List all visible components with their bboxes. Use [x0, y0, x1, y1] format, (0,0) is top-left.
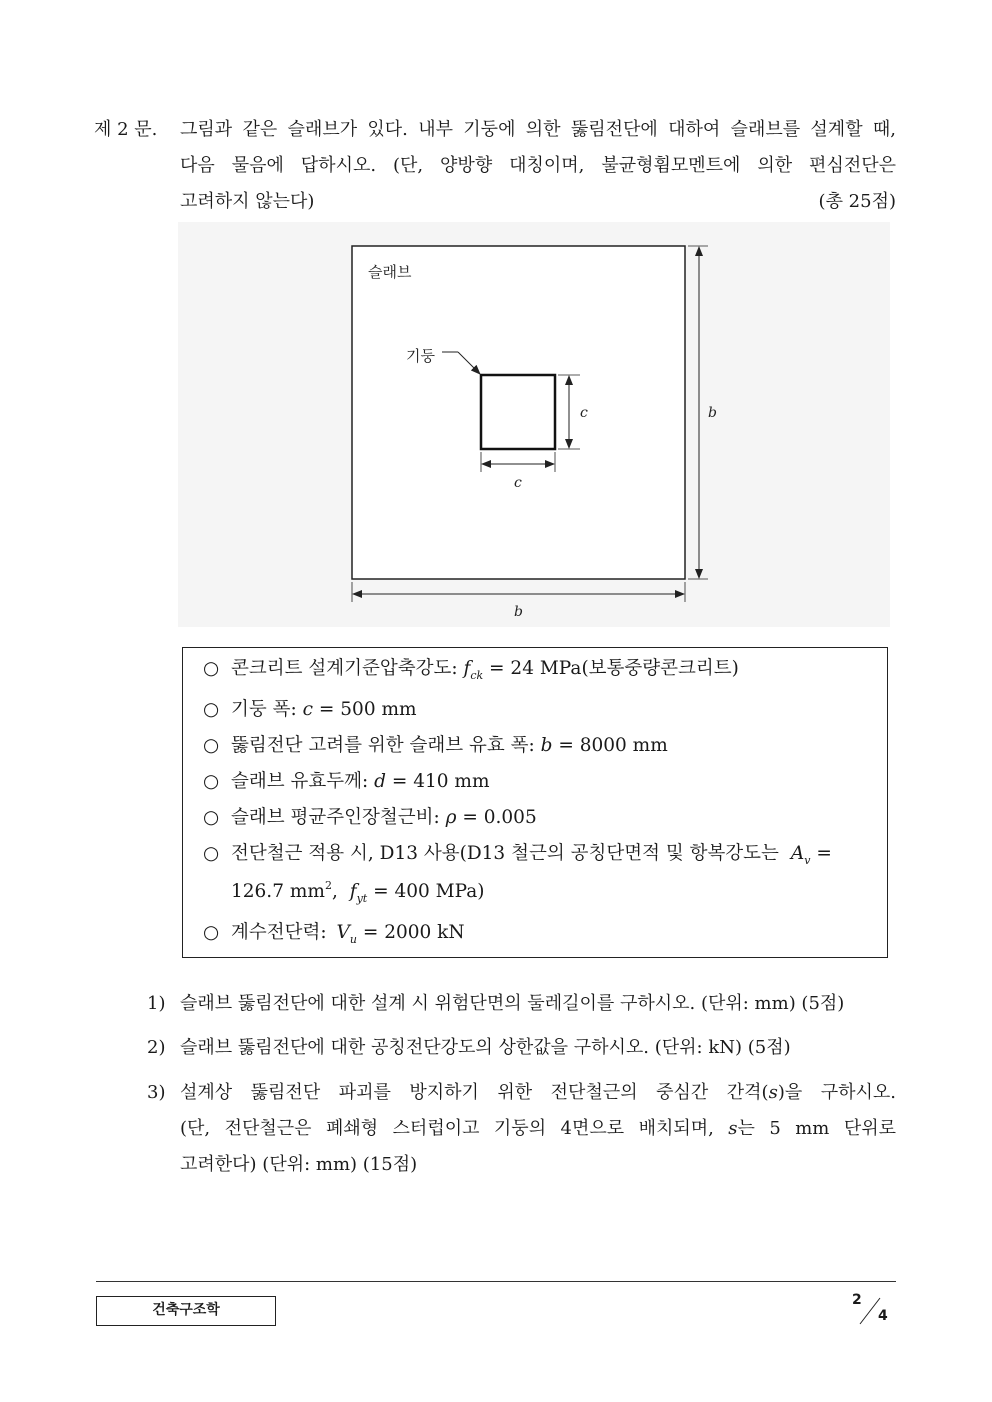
- subquestion-3-line-2: [180, 1115, 896, 1143]
- concrete-label: 콘크리트 설계기준압축강도:: [231, 658, 458, 679]
- dim-label-c-horizontal: c: [514, 475, 522, 491]
- vu-symbol: V: [336, 922, 350, 943]
- rho-value: = 0.005: [462, 807, 537, 828]
- av-symbol: A: [790, 843, 805, 864]
- question-points: (총 25점): [818, 191, 896, 212]
- vu-value: = 2000 kN: [362, 922, 465, 943]
- d-symbol: d: [374, 771, 386, 792]
- vu-subscript: u: [349, 933, 357, 946]
- fyt-value: = 400 MPa): [373, 881, 485, 902]
- condition-shear-rebar: [203, 842, 832, 868]
- slab-figure: [178, 222, 890, 627]
- slab-label: 슬래브: [368, 263, 412, 281]
- av-subscript: v: [804, 854, 811, 867]
- question-line-1: 그림과 같은 슬래브가 있다. 내부 기둥에 의한 뚫림전단에 대하여 슬래브를 설계할 때,: [180, 119, 896, 140]
- question-line-3: 고려하지 않는다): [180, 191, 315, 212]
- subquestion-3-number: 3): [147, 1082, 166, 1103]
- condition-concrete: [203, 657, 739, 683]
- bullet-circle: ○: [203, 843, 220, 864]
- condition-factored-shear: [203, 921, 465, 947]
- condition-effective-depth: [203, 770, 490, 794]
- d-value: = 410 mm: [391, 771, 490, 792]
- s-symbol: s: [768, 1082, 778, 1103]
- subquestion-3-line-1b: )을 구하시오.: [777, 1082, 896, 1103]
- fck-symbol: f: [463, 658, 471, 679]
- b-value: = 8000 mm: [558, 735, 668, 756]
- subquestion-1-number: 1): [147, 993, 166, 1014]
- dim-label-b-vertical: b: [708, 405, 717, 421]
- fck-value: = 24 MPa(보통중량콘크리트): [489, 658, 739, 679]
- shear-rebar-label: 전단철근 적용 시, D13 사용(D13 철근의 공칭단면적 및 항복강도는: [231, 843, 779, 864]
- s-symbol: s: [728, 1118, 738, 1139]
- subject-box: 건축구조학: [96, 1296, 276, 1326]
- question-number: 제 2 문.: [94, 119, 158, 140]
- subquestion-3-line-3: 고려한다) (단위: mm) (15점): [180, 1154, 418, 1175]
- bullet-circle: ○: [203, 658, 220, 679]
- bullet-circle: ○: [203, 771, 220, 792]
- subquestion-2-text: 슬래브 뚫림전단에 대한 공칭전단강도의 상한값을 구하시오. (단위: kN) (5점): [180, 1037, 791, 1058]
- bullet-circle: ○: [203, 735, 220, 756]
- b-symbol: b: [540, 735, 553, 756]
- dim-label-c-vertical: c: [580, 405, 588, 421]
- effective-width-label: 뚫림전단 고려를 위한 슬래브 유효 폭:: [231, 735, 535, 756]
- page-current: 2: [852, 1292, 862, 1308]
- rho-symbol: ρ: [445, 807, 457, 828]
- bullet-circle: ○: [203, 807, 220, 828]
- av-superscript: 2: [324, 879, 332, 892]
- page-total: 4: [878, 1308, 888, 1324]
- footer-rule: [96, 1281, 896, 1282]
- question-line-2: 다음 물음에 답하시오. (단, 양방향 대칭이며, 불균형휨모멘트에 의한 편심전단은: [180, 155, 896, 176]
- c-value: = 500 mm: [318, 699, 417, 720]
- dim-label-b-horizontal: b: [514, 604, 523, 620]
- condition-shear-rebar-cont: 126.7 $mm^2$, $f_{yt} = 400$ MPa): [231, 879, 485, 905]
- effective-depth-label: 슬래브 유효두께:: [231, 771, 369, 792]
- fck-subscript: ck: [470, 669, 484, 682]
- conditions-box: [182, 647, 888, 958]
- subquestion-3-line-1a: 설계상 뚫림전단 파괴를 방지하기 위한 전단철근의 중심간 간격(: [180, 1082, 769, 1103]
- c-symbol: c: [302, 699, 313, 720]
- column-outline: [481, 375, 555, 449]
- av-equals: =: [816, 843, 832, 864]
- subquestion-3-line-2b: 는 5 mm 단위로: [737, 1118, 896, 1139]
- condition-effective-width: [203, 734, 668, 758]
- av-value: 126.7 mm: [231, 881, 325, 902]
- rebar-ratio-label: 슬래브 평균주인장철근비:: [231, 807, 440, 828]
- bullet-circle: ○: [203, 922, 220, 943]
- column-label: 기둥: [406, 347, 435, 365]
- subquestion-3-line-2a: (단, 전단철근은 폐쇄형 스터럽이고 기둥의 4면으로 배치되며,: [180, 1118, 714, 1139]
- slab-diagram: [178, 222, 890, 627]
- fyt-symbol: f: [349, 881, 357, 902]
- bullet-circle: ○: [203, 699, 220, 720]
- subquestion-1-text: 슬래브 뚫림전단에 대한 설계 시 위험단면의 둘레길이를 구하시오. (단위: mm) (5점): [180, 993, 845, 1014]
- condition-rebar-ratio: [203, 806, 537, 830]
- column-width-label: 기둥 폭:: [231, 699, 297, 720]
- factored-shear-label: 계수전단력:: [231, 922, 327, 943]
- fyt-subscript: yt: [356, 892, 368, 905]
- condition-column-width: [203, 698, 417, 722]
- subquestion-2-number: 2): [147, 1037, 166, 1058]
- subquestion-3-line-1: [180, 1079, 896, 1107]
